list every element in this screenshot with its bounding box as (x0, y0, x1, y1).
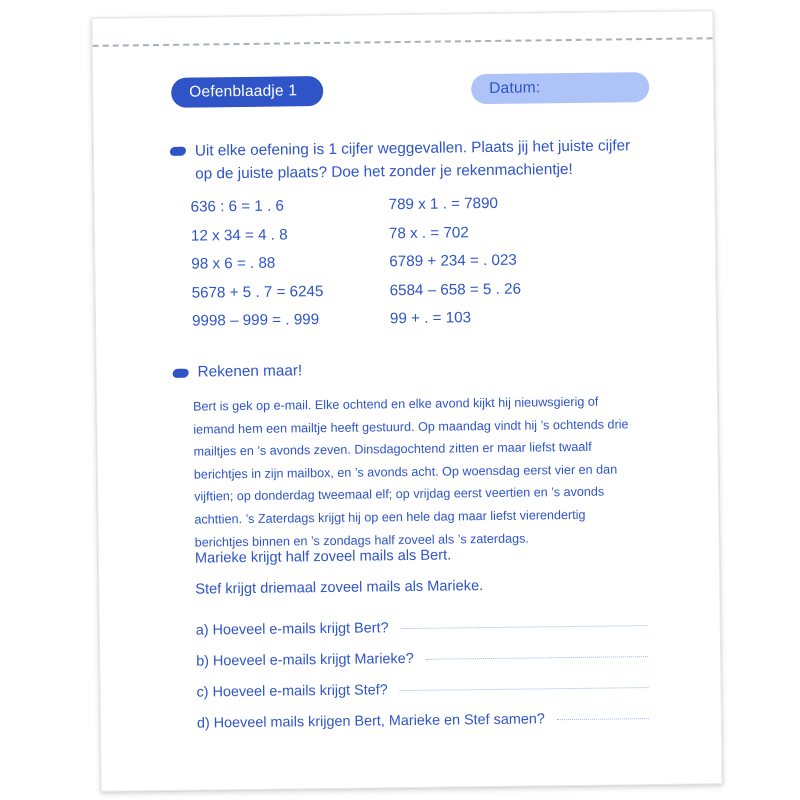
statement-stef: Stef krijgt driemaal zoveel mails als Marieke. (195, 578, 484, 598)
exercise-item: 98 x 6 = . 88 (191, 254, 276, 273)
exercise-item: 99 + . = 103 (389, 309, 472, 328)
section2-heading-block (173, 357, 573, 384)
exercise-grid (190, 188, 642, 336)
exercise-item: 12 x 34 = 4 . 8 (190, 225, 288, 245)
date-field[interactable] (471, 72, 649, 104)
answer-line[interactable] (401, 625, 648, 629)
exercise-item: 6789 + 234 = . 023 (389, 251, 517, 271)
question-label: d) Hoeveel mails krijgen Bert, Marieke en Stef samen? (196, 711, 545, 732)
page-title: Oefenblaadje 1 (189, 82, 298, 101)
answer-line[interactable] (400, 687, 649, 691)
exercise-item: 6584 – 658 = 5 . 26 (389, 280, 522, 299)
story-paragraph: Bert is gek op e-mail. Elke ochtend en elke avond kijkt hij nieuwsgierig of iemand hem een mailtje heeft gestuurd. Op maandag vindt hij ’s ochtends drie mailtjes en ’s avonds zeven. Dinsdagochtend zitten er maar liefst twaalf berichtjes in zijn mailbox, en ’s avonds acht. Op woensdag eerst vier en dan vijftien; op donderdag tweemaal elf; op vrijdag eerst veertien en ’s avonds achttien. ’s Zaterdags krijgt hij op een hele dag maar liefst vierendertig berichtjes binnen en ’s zondags half zoveel als ’s zaterdags. (192, 394, 629, 550)
answer-line[interactable] (426, 656, 648, 660)
bullet-icon (169, 147, 186, 156)
instruction-block (170, 134, 647, 186)
exercise-item: 5678 + 5 . 7 = 6245 (191, 282, 324, 302)
worksheet-content (92, 11, 721, 791)
exercise-item: 789 x 1 . = 7890 (388, 194, 499, 214)
question-row (197, 710, 649, 747)
worksheet-sheet (91, 10, 722, 792)
question-label: a) Hoeveel e-mails krijgt Bert? (195, 620, 389, 639)
exercise-list (190, 188, 642, 336)
question-label: c) Hoeveel e-mails krijgt Stef? (196, 682, 388, 701)
question-label: b) Hoeveel e-mails krijgt Marieke? (196, 650, 414, 670)
worksheet-title-pill (171, 76, 323, 108)
instruction-text: Uit elke oefening is 1 cijfer weggevallen. Plaats jij het juiste cijfer op de juiste plaats? Doe het zonder je rekenmachientje! (194, 137, 631, 183)
header-row (171, 72, 649, 108)
section2-heading: Rekenen maar! (197, 362, 303, 381)
exercise-item: 9998 – 999 = . 999 (191, 311, 320, 330)
question-list (196, 617, 649, 747)
answer-line[interactable] (557, 718, 649, 720)
statement-marieke: Marieke krijgt half zoveel mails als Bert. (194, 547, 452, 567)
exercise-item: 636 : 6 = 1 . 6 (190, 197, 285, 216)
date-label: Datum: (489, 79, 541, 97)
exercise-item: 78 x . = 702 (388, 223, 469, 242)
bullet-icon (172, 369, 189, 378)
